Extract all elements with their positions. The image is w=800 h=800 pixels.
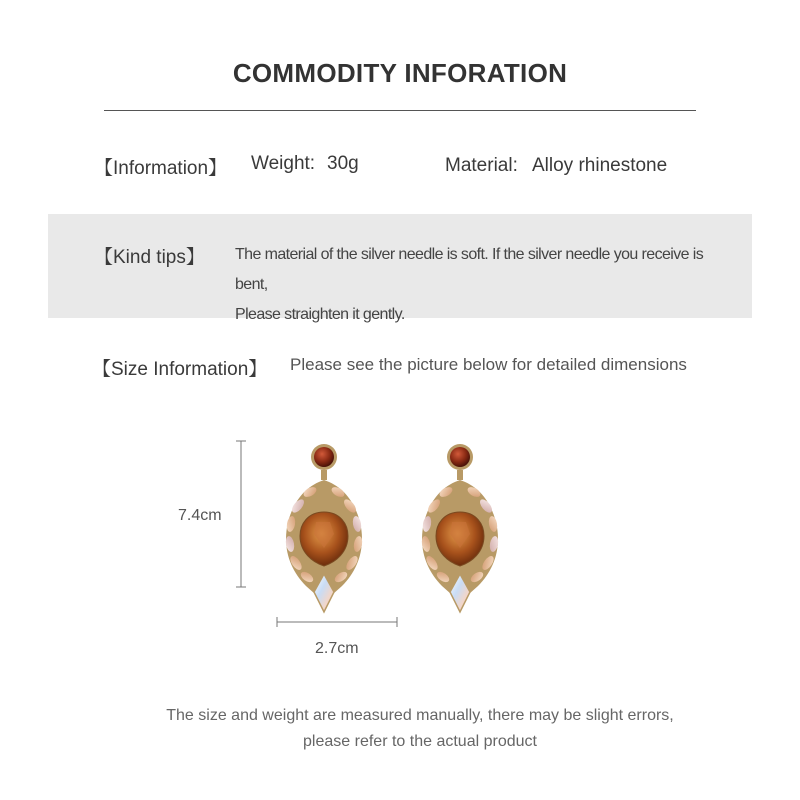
disclaimer-line-2: please refer to the actual product xyxy=(303,733,537,750)
earring-left-image xyxy=(285,444,364,612)
disclaimer-line-1: The size and weight are measured manually, there may be slight errors, xyxy=(166,707,674,724)
size-information-label: 【Size Information】 xyxy=(92,359,268,380)
earring-right-image xyxy=(421,444,500,612)
height-dimension-line xyxy=(236,441,246,587)
width-dimension-line xyxy=(277,617,397,627)
width-dimension-label: 2.7cm xyxy=(315,640,359,657)
weight-label: Weight: xyxy=(251,153,316,174)
kind-tips-label: 【Kind tips】 xyxy=(94,247,205,268)
information-label: 【Information】 xyxy=(94,158,228,179)
material-value: Alloy rhinestone xyxy=(532,155,668,176)
kind-tips-line-1: The material of the silver needle is soft. If the silver needle you receive is bent, xyxy=(235,246,704,293)
weight-value: 30g xyxy=(327,153,359,174)
size-information-hint: Please see the picture below for detailed dimensions xyxy=(290,355,687,374)
kind-tips-line-2: Please straighten it gently. xyxy=(235,306,405,323)
height-dimension-label: 7.4cm xyxy=(178,507,222,524)
material-label: Material: xyxy=(445,155,518,176)
page-title: COMMODITY INFORATION xyxy=(232,58,568,88)
measurement-disclaimer xyxy=(0,703,800,755)
